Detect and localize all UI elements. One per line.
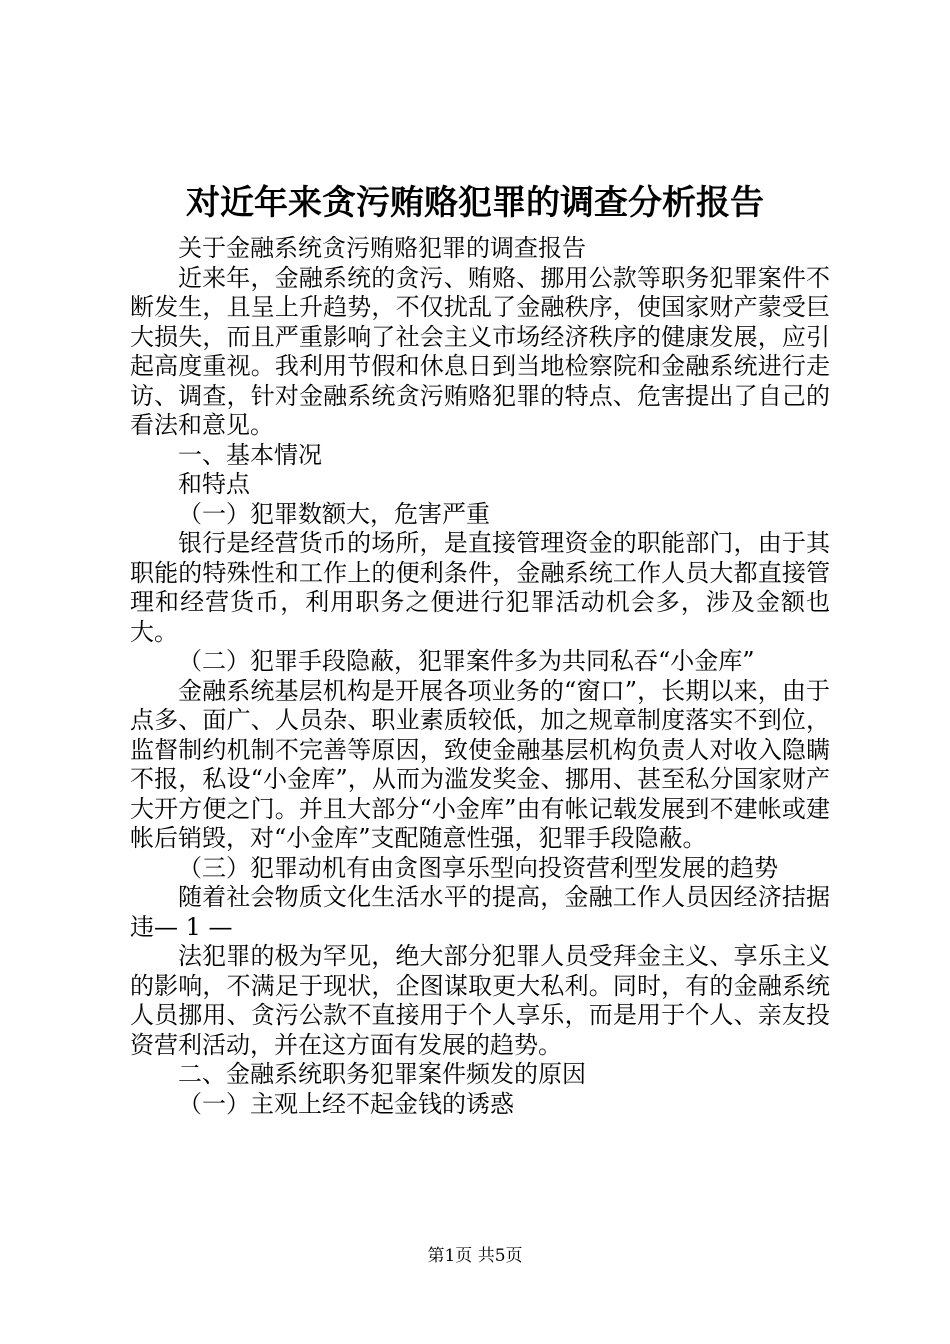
subsection-heading-4: （一）主观上经不起金钱的诱惑 xyxy=(178,1089,514,1118)
subsection-heading-1: （一）犯罪数额大，危害严重 xyxy=(178,499,490,528)
paragraph-intro: 近来年，金融系统的贪污、贿赂、挪用公款等职务犯罪案件不断发生，且呈上升趋势，不仅扰乱了金融秩序，使国家财产蒙受巨大损失，而且严重影响了社会主义市场经济秩序的健康发展，应引起高度重视。我利用节假和休息日到当地检察院和金融系统进行走访、调查，针对金融系统贪污贿赂犯罪的特点、危害提出了自己的看法和意见。 xyxy=(130,263,830,439)
subsection-heading-3: （三）犯罪动机有由贪图享乐型向投资营利型发展的趋势 xyxy=(178,853,778,882)
section-heading-1: 一、基本情况 xyxy=(178,440,322,469)
document-body xyxy=(130,234,830,1119)
paragraph-3: 随着社会物质文化生活水平的提高，金融工作人员因经济拮据违— 1 — xyxy=(130,883,830,941)
section-heading-1-cont: 和特点 xyxy=(178,470,250,498)
paragraph-4: 法犯罪的极为罕见，绝大部分犯罪人员受拜金主义、享乐主义的影响，不满足于现状，企图谋取更大私利。同时，有的金融系统人员挪用、贪污公款不直接用于个人享乐，而是用于个人、亲友投资营利活动，并在这方面有发展的趋势。 xyxy=(130,942,830,1059)
paragraph-subtitle: 关于金融系统贪污贿赂犯罪的调查报告 xyxy=(178,234,586,262)
page-footer: 第1页 共5页 xyxy=(427,1246,523,1266)
document-title: 对近年来贪污贿赂犯罪的调查分析报告 xyxy=(186,183,764,223)
paragraph-2: 金融系统基层机构是开展各项业务的“窗口”，长期以来，由于点多、面广、人员杂、职业素质较低，加之规章制度落实不到位，监督制约机制不完善等原因，致使金融基层机构负责人对收入隐瞒不报，私设“小金库”，从而为滥发奖金、挪用、甚至私分国家财产大开方便之门。并且大部分“小金库”由有帐记载发展到不建帐或建帐后销毁，对“小金库”支配随意性强，犯罪手段隐蔽。 xyxy=(130,676,830,852)
subsection-heading-2: （二）犯罪手段隐蔽，犯罪案件多为共同私吞“小金库” xyxy=(178,647,755,675)
section-heading-2: 二、金融系统职务犯罪案件频发的原因 xyxy=(178,1060,586,1088)
paragraph-1: 银行是经营货币的场所，是直接管理资金的职能部门，由于其职能的特殊性和工作上的便利条件，金融系统工作人员大都直接管理和经营货币，利用职务之便进行犯罪活动机会多，涉及金额也大。 xyxy=(130,529,830,646)
